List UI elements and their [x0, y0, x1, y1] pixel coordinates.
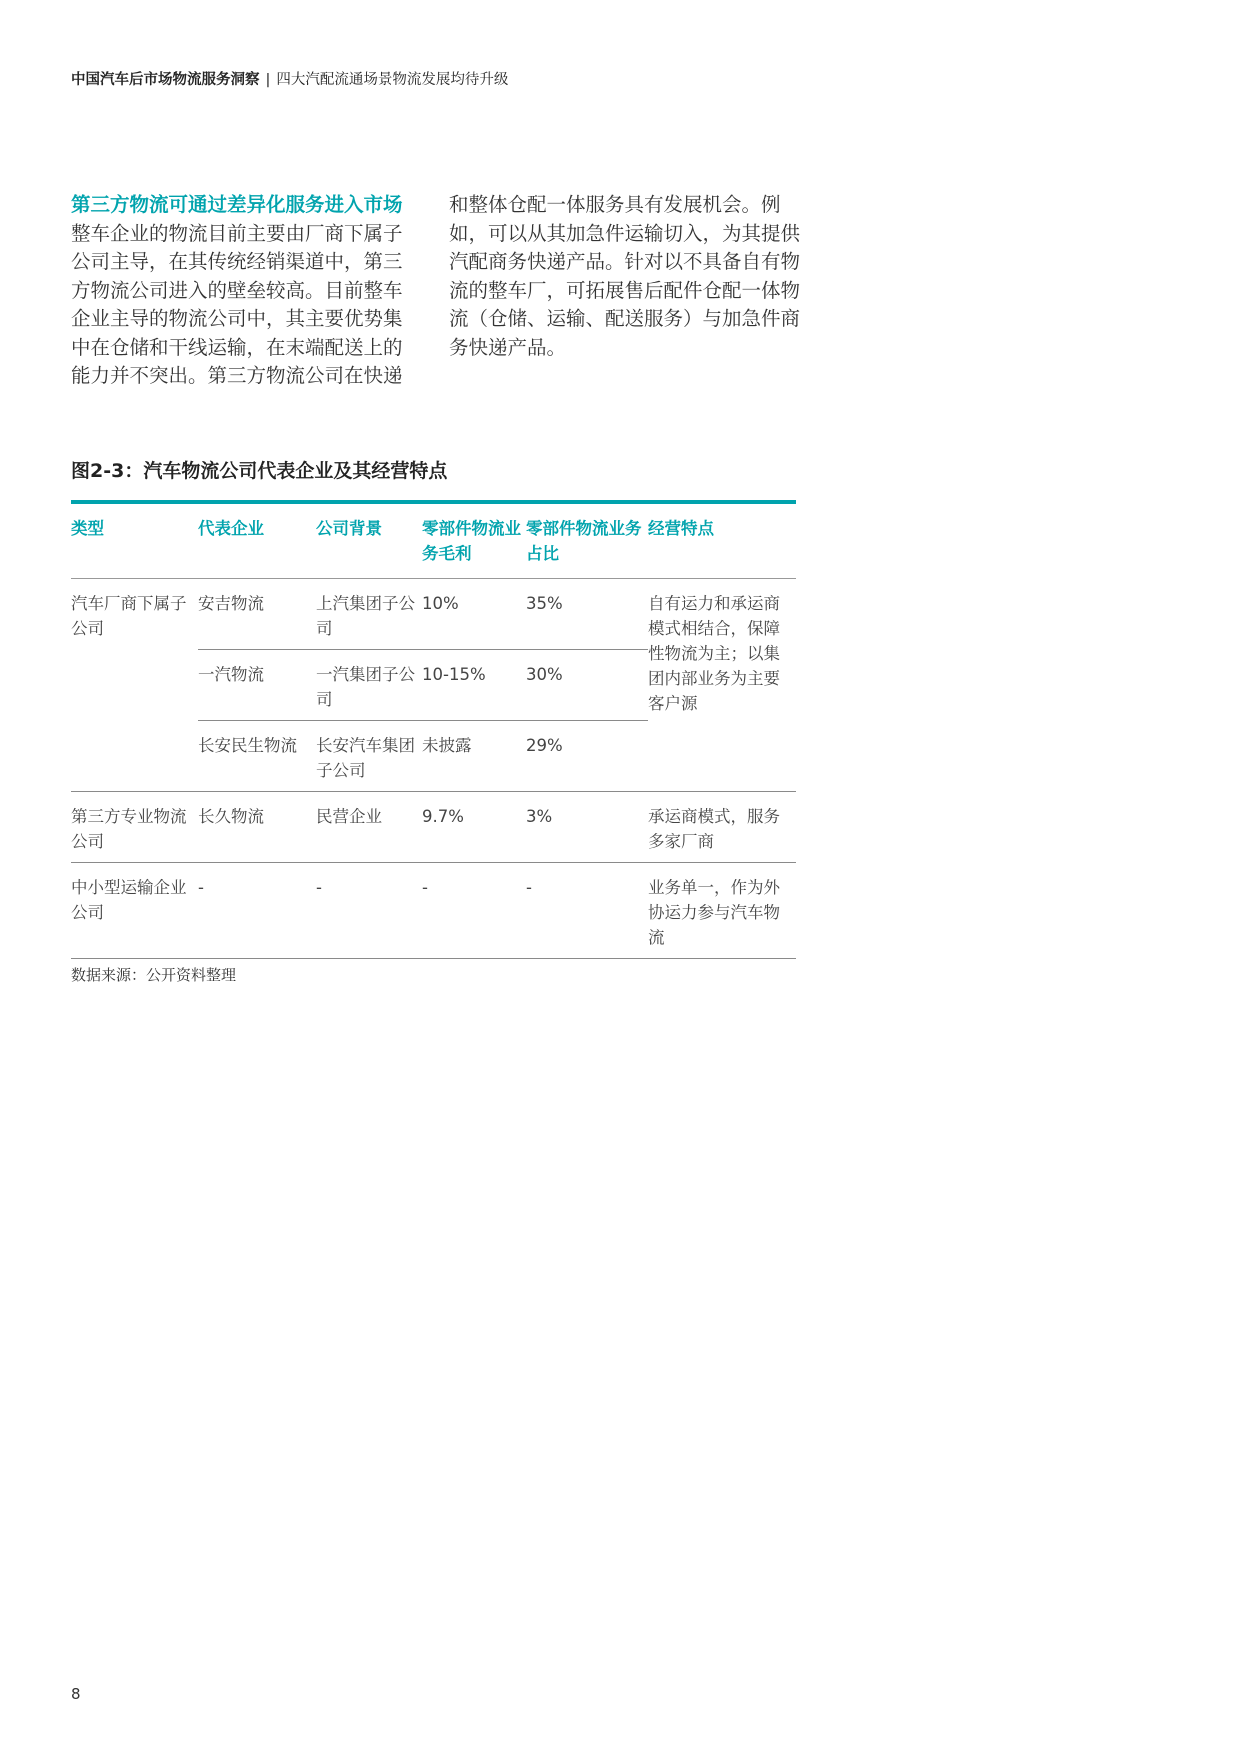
table-row [71, 863, 796, 959]
company-cell: - [198, 863, 316, 959]
share-cell: - [526, 863, 648, 959]
margin-cell: - [422, 863, 526, 959]
margin-cell: 9.7% [422, 792, 526, 863]
header-feature: 经营特点 [648, 504, 796, 579]
type-cell: 第三方专业物流公司 [71, 792, 198, 863]
share-cell: 3% [526, 792, 648, 863]
body-paragraph-right: 和整体仓配一体服务具有发展机会。例如，可以从其加急件运输切入，为其提供汽配商务快递产品。针对以不具备自有物流的整车厂，可拓展售后配件仓配一体物流（仓储、运输、配送服务）与加急件商务快递产品。 [449, 193, 801, 359]
share-cell: 29% [526, 721, 648, 792]
feature-cell: 承运商模式，服务多家厂商 [648, 792, 796, 863]
table-row [71, 792, 796, 863]
company-cell: 一汽物流 [198, 650, 316, 721]
chapter-title: 四大汽配流通场景物流发展均待升级 [276, 72, 509, 88]
company-cell: 长安民生物流 [198, 721, 316, 792]
table-header-row [71, 504, 796, 579]
company-cell: 长久物流 [198, 792, 316, 863]
company-cell: 安吉物流 [198, 579, 316, 650]
header-separator: | [265, 72, 271, 88]
share-cell: 35% [526, 579, 648, 650]
page-number: 8 [71, 1685, 81, 1703]
figure-title: 图2-3：汽车物流公司代表企业及其经营特点 [71, 460, 448, 482]
share-cell: 30% [526, 650, 648, 721]
background-cell: - [316, 863, 422, 959]
table-row [71, 579, 796, 650]
header-company: 代表企业 [198, 504, 316, 579]
text-column-right [449, 191, 801, 362]
header-background: 公司背景 [316, 504, 422, 579]
margin-cell: 10% [422, 579, 526, 650]
type-cell: 汽车厂商下属子公司 [71, 579, 198, 792]
background-cell: 上汽集团子公司 [316, 579, 422, 650]
header-share: 零部件物流业务占比 [526, 504, 648, 579]
background-cell: 长安汽车集团子公司 [316, 721, 422, 792]
section-heading: 第三方物流可通过差异化服务进入市场 [71, 193, 403, 216]
running-header [71, 68, 508, 89]
header-type: 类型 [71, 504, 198, 579]
type-cell: 中小型运输企业公司 [71, 863, 198, 959]
feature-cell: 自有运力和承运商模式相结合，保障性物流为主；以集团内部业务为主要客户源 [648, 579, 796, 792]
header-margin: 零部件物流业务毛利 [422, 504, 526, 579]
text-column-left [71, 191, 411, 391]
background-cell: 一汽集团子公司 [316, 650, 422, 721]
body-paragraph-left: 整车企业的物流目前主要由厂商下属子公司主导，在其传统经销渠道中，第三方物流公司进入的壁垒较高。目前整车企业主导的物流公司中，其主要优势集中在仓储和干线运输，在末端配送上的能力并不突出。第三方物流公司在快递 [71, 221, 403, 387]
feature-cell: 业务单一，作为外协运力参与汽车物流 [648, 863, 796, 959]
report-title: 中国汽车后市场物流服务洞察 [71, 72, 260, 88]
margin-cell: 未披露 [422, 721, 526, 792]
margin-cell: 10-15% [422, 650, 526, 721]
background-cell: 民营企业 [316, 792, 422, 863]
logistics-table [71, 500, 796, 959]
data-source-note: 数据来源：公开资料整理 [71, 966, 237, 984]
